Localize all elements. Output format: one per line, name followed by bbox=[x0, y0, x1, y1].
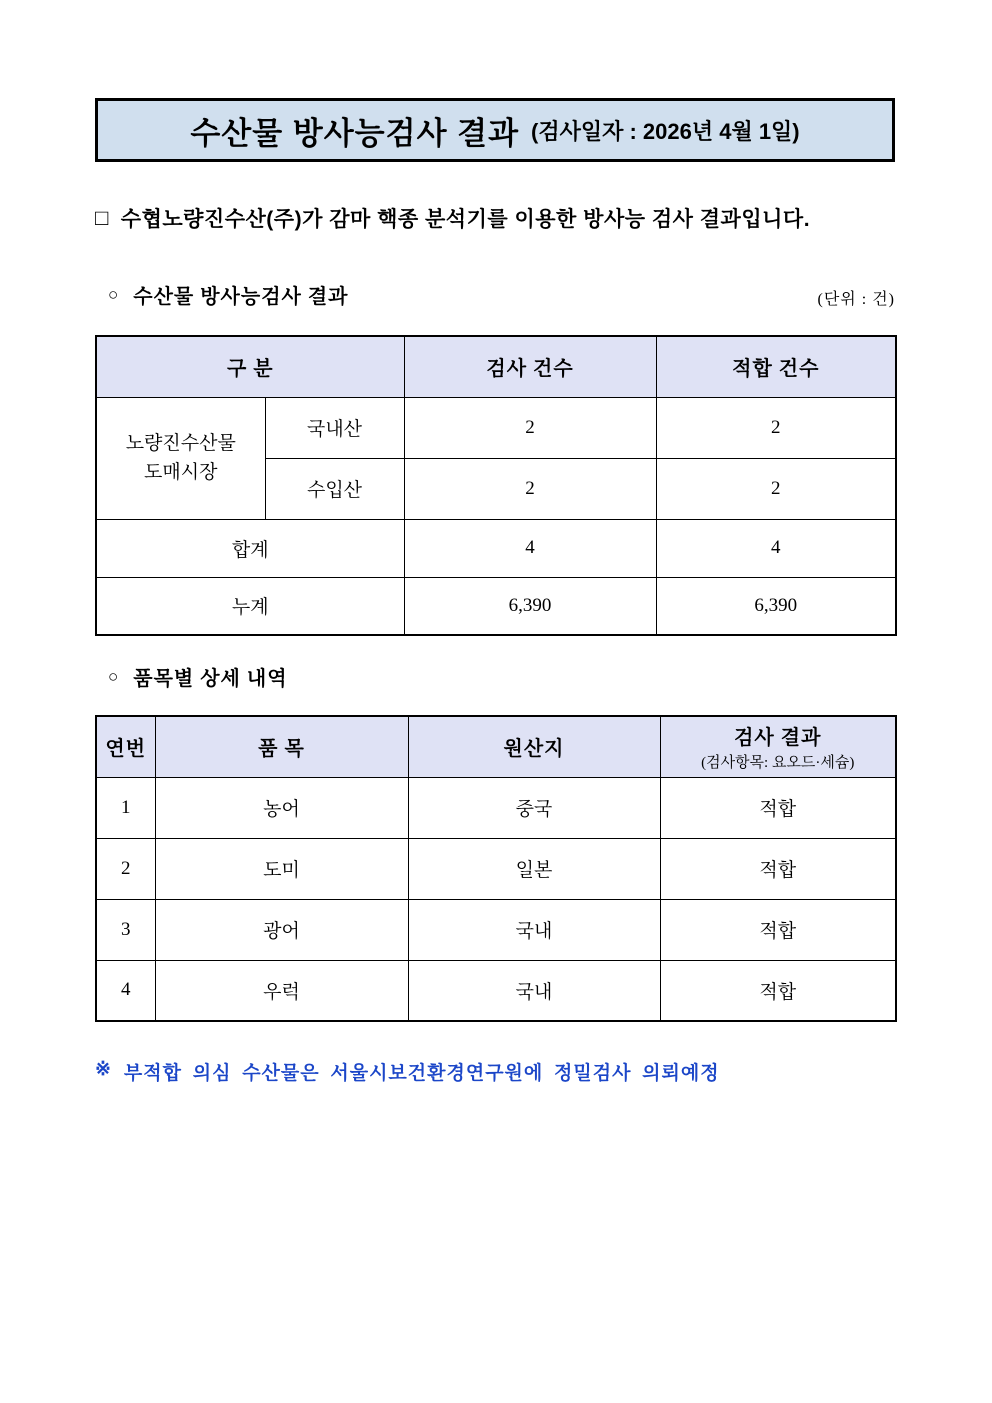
unit-label: (단위 : 건) bbox=[817, 291, 895, 308]
result-cell: 적합 bbox=[660, 899, 896, 960]
header-result bbox=[660, 716, 896, 777]
footnote bbox=[95, 1058, 720, 1085]
row-no-cell: 2 bbox=[96, 838, 155, 899]
intro-text: 수협노량진수산(주)가 감마 핵종 분석기를 이용한 방사능 검사 결과입니다. bbox=[120, 208, 811, 231]
inspection-date: (검사일자 : 2026년 4월 1일) bbox=[531, 118, 800, 144]
cumulative-passed-cell: 6,390 bbox=[656, 577, 896, 635]
header-inspected: 검사 건수 bbox=[404, 336, 656, 397]
cumulative-row bbox=[96, 577, 896, 635]
title-banner bbox=[95, 98, 895, 162]
summary-section-heading bbox=[108, 280, 348, 309]
origin-type-cell: 수입산 bbox=[265, 458, 404, 519]
cumulative-inspected-cell: 6,390 bbox=[404, 577, 656, 635]
intro-line bbox=[95, 203, 810, 233]
cumulative-label-cell: 누계 bbox=[96, 577, 404, 635]
item-cell: 농어 bbox=[155, 777, 408, 838]
market-name-line2: 도매시장 bbox=[144, 462, 218, 483]
total-row bbox=[96, 519, 896, 577]
origin-cell: 국내 bbox=[408, 899, 660, 960]
circle-bullet-icon: ○ bbox=[108, 666, 120, 686]
summary-header-row bbox=[96, 336, 896, 397]
page-title: 수산물 방사능검사 결과 bbox=[190, 115, 520, 151]
item-cell: 광어 bbox=[155, 899, 408, 960]
summary-heading-text: 수산물 방사능검사 결과 bbox=[133, 286, 349, 308]
origin-cell: 중국 bbox=[408, 777, 660, 838]
market-group-cell bbox=[96, 397, 265, 519]
table-row bbox=[96, 397, 896, 458]
header-origin: 원산지 bbox=[408, 716, 660, 777]
circle-bullet-icon: ○ bbox=[108, 284, 120, 304]
passed-count-cell: 2 bbox=[656, 458, 896, 519]
row-no-cell: 1 bbox=[96, 777, 155, 838]
table-row bbox=[96, 777, 896, 838]
inspected-count-cell: 2 bbox=[404, 397, 656, 458]
detail-header-row bbox=[96, 716, 896, 777]
row-no-cell: 4 bbox=[96, 960, 155, 1021]
market-name-line1: 노량진수산물 bbox=[125, 432, 236, 454]
row-no-cell: 3 bbox=[96, 899, 155, 960]
result-cell: 적합 bbox=[660, 838, 896, 899]
passed-count-cell: 2 bbox=[656, 397, 896, 458]
summary-table bbox=[95, 335, 897, 636]
table-row bbox=[96, 838, 896, 899]
header-passed: 적합 건수 bbox=[656, 336, 896, 397]
item-cell: 도미 bbox=[155, 838, 408, 899]
square-bullet-icon: □ bbox=[95, 205, 109, 230]
header-category: 구 분 bbox=[96, 336, 404, 397]
total-passed-cell: 4 bbox=[656, 519, 896, 577]
header-item: 품 목 bbox=[155, 716, 408, 777]
result-cell: 적합 bbox=[660, 777, 896, 838]
detail-section-heading bbox=[108, 662, 288, 691]
origin-cell: 국내 bbox=[408, 960, 660, 1021]
total-inspected-cell: 4 bbox=[404, 519, 656, 577]
item-cell: 우럭 bbox=[155, 960, 408, 1021]
detail-heading-text: 품목별 상세 내역 bbox=[133, 668, 288, 690]
result-cell: 적합 bbox=[660, 960, 896, 1021]
origin-cell: 일본 bbox=[408, 838, 660, 899]
reference-mark-icon: ※ bbox=[95, 1059, 112, 1080]
table-row bbox=[96, 960, 896, 1021]
total-label-cell: 합계 bbox=[96, 519, 404, 577]
inspected-count-cell: 2 bbox=[404, 458, 656, 519]
header-result-title: 검사 결과 bbox=[734, 727, 822, 750]
header-result-subtitle: (검사항목: 요오드·세슘) bbox=[701, 755, 855, 772]
table-row bbox=[96, 899, 896, 960]
origin-type-cell: 국내산 bbox=[265, 397, 404, 458]
header-no: 연번 bbox=[96, 716, 155, 777]
detail-table bbox=[95, 715, 897, 1022]
footnote-text: 부적합 의심 수산물은 서울시보건환경연구원에 정밀검사 의뢰예정 bbox=[123, 1063, 720, 1084]
